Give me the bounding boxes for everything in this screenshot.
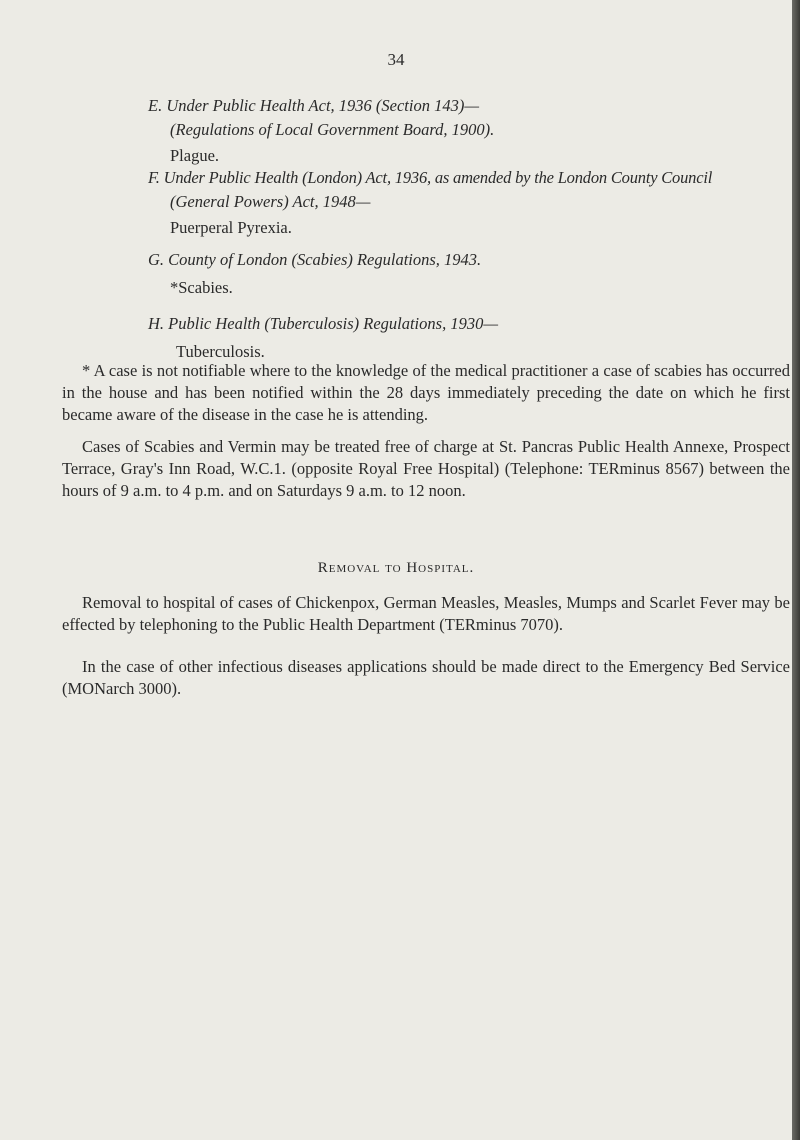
entry-disease: Puerperal Pyrexia. <box>170 218 292 237</box>
footnote-paragraph: * A case is not notifiable where to the knowledge of the medical practitioner a case of scabies has occurred in the house and has been notified within the 28 days immediately preceding the date on which he first became aware of the disease in the case he is attending. <box>62 361 790 424</box>
entry-disease: Tuberculosis. <box>176 342 265 361</box>
entry-e <box>148 94 494 168</box>
removal-paragraph: Removal to hospital of cases of Chickenpox, German Measles, Measles, Mumps and Scarlet Fever may be effected by telephoning to the Public Health Department (TERminus 7070). <box>62 593 790 634</box>
entry-heading: G. County of London (Scabies) Regulations, 1943. <box>148 250 482 269</box>
entry-heading: F. Under Public Health (London) Act, 1936, as amended by the London County Council <box>148 168 713 187</box>
entry-disease: *Scabies. <box>170 278 233 297</box>
entry-g <box>148 248 481 300</box>
entry-heading: E. Under Public Health Act, 1936 (Section 143)— <box>148 96 480 115</box>
entry-heading: H. Public Health (Tuberculosis) Regulations, 1930— <box>148 314 498 333</box>
section-heading: Removal to Hospital. <box>317 560 475 576</box>
scabies-treatment-paragraph: Cases of Scabies and Vermin may be treated free of charge at St. Pancras Public Health Annexe, Prospect Terrace, Gray's Inn Road, W.C.1. (opposite Royal Free Hospital) (Telephone: TERminus 8567) between the hours of 9 a.m. to 4 p.m. and on Saturdays 9 a.m. to 12 noon. <box>62 437 790 500</box>
page-edge <box>792 0 800 1140</box>
entry-subheading: (General Powers) Act, 1948— <box>170 192 371 211</box>
entry-subheading: (Regulations of Local Government Board, 1900). <box>170 120 495 139</box>
entry-f <box>148 166 788 240</box>
emergency-paragraph: In the case of other infectious diseases applications should be made direct to the Emergency Bed Service (MONarch 3000). <box>62 657 790 698</box>
entry-disease: Plague. <box>170 146 220 165</box>
entry-h <box>148 312 498 364</box>
page-number: 34 <box>387 50 405 69</box>
